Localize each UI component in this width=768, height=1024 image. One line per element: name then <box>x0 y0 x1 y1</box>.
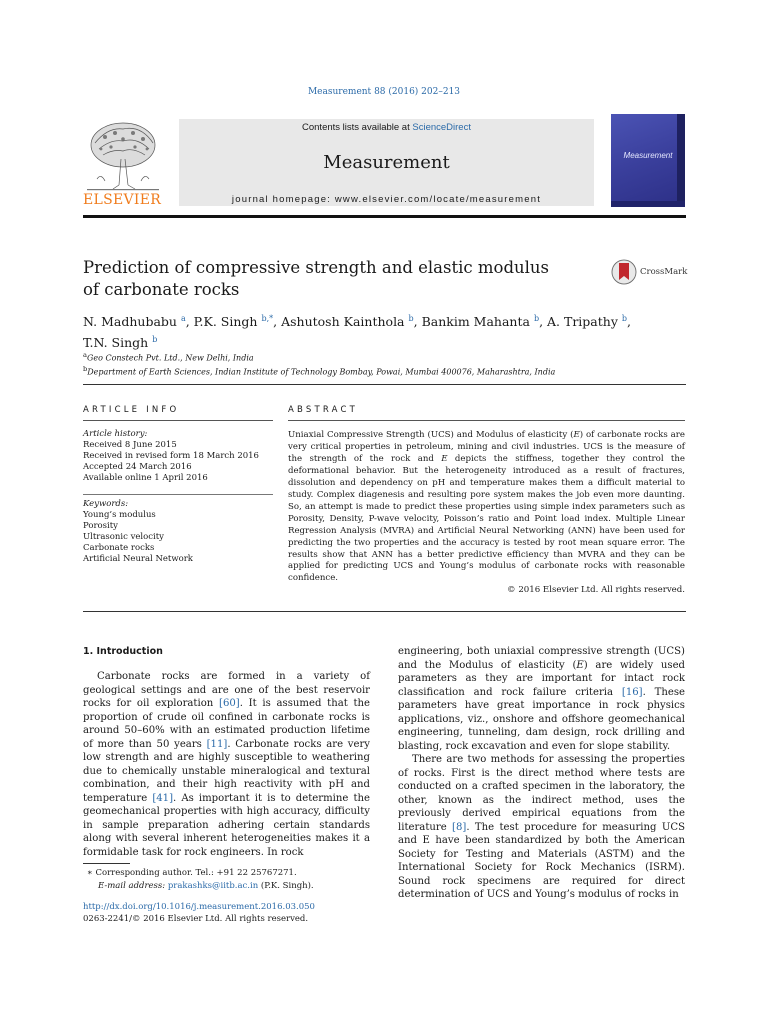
cover-bar <box>611 201 685 207</box>
crossmark-label: CrossMark <box>640 267 688 277</box>
author-name[interactable]: P.K. Singh <box>193 314 258 330</box>
email-link[interactable]: prakashks@iitb.ac.in <box>167 880 259 891</box>
history-item: Accepted 24 March 2016 <box>83 462 192 472</box>
article-info-rule <box>83 420 273 421</box>
affiliations <box>83 350 683 378</box>
masthead <box>83 113 686 213</box>
contents-line: Contents lists available at ScienceDirect <box>302 122 471 133</box>
crossmark-badge[interactable] <box>611 258 691 288</box>
citation-link[interactable]: [16] <box>621 686 643 698</box>
author-name[interactable]: Ashutosh Kainthola <box>281 314 405 330</box>
author-affiliation-mark[interactable]: a <box>180 314 186 323</box>
elsevier-tree-icon <box>83 119 163 193</box>
journal-cover-image[interactable] <box>611 114 685 207</box>
journal-title: Measurement <box>323 152 450 173</box>
history-item: Available online 1 April 2016 <box>83 473 208 483</box>
paragraph: engineering, both uniaxial compressive strength (UCS) and the Modulus of elasticity (E) are widely used parameters as they are important for intact rock classification and rock failure criteria [16]. These parameters have great importance in rock physics applications, viz., onshore and offshore geomechanical engineering, tunneling, dam design, rock drilling and blasting, rock excavation and even for slope stability. <box>398 646 686 752</box>
article-title: Prediction of compressive strength and elastic modulus of carbonate rocks <box>83 258 550 299</box>
author-name[interactable]: A. Tripathy <box>547 314 618 330</box>
affiliation-mark: a <box>83 351 87 359</box>
affiliation-text: Department of Earth Sciences, Indian Institute of Technology Bombay, Powai, Mumbai 400076, Maharashtra, India <box>87 367 556 377</box>
abstract-text: Uniaxial Compressive Strength (UCS) and Modulus of elasticity (E) of carbonate rocks are very critical properties in petroleum, mining and civil industries. UCS is the measure of the strength of the rock and E depicts the stiffness, together they control the deformational behavior. But the heterogeneity introduced as a result of fractures, dissolution and dependency on pH and temperature makes them a difficult material to study. Complex diagenesis and resulting pore system makes the job even more daunting. So, an attempt is made to predict these properties using simple index parameters such as Porosity, Density, P-wave velocity, Poisson’s ratio and Point load index. Multiple Linear Regression Analysis (MVRA) and Artificial Neural Networking (ANN) have been used for predicting the two properties and the accuracy is tested by root mean square error. The results show that ANN has a better predictive efficiency than MVRA and they can be applied for predicting UCS and Young’s modulus of carbonate rocks with reasonable confidence. © 2016 Elsevier Ltd. All rights reserved. <box>288 430 686 596</box>
crossmark-icon <box>611 258 637 286</box>
history-header: Article history: <box>83 429 148 439</box>
citation-link[interactable]: [11] <box>206 738 228 750</box>
elsevier-wordmark: ELSEVIER <box>83 192 162 208</box>
article-history <box>83 429 273 484</box>
footnote-rule <box>83 863 130 864</box>
citation-link[interactable]: [60] <box>219 698 240 709</box>
author-affiliation-mark[interactable]: b <box>408 314 414 323</box>
keyword-item: Artificial Neural Network <box>83 554 193 564</box>
journal-citation-link[interactable]: Measurement 88 (2016) 202–213 <box>307 87 461 97</box>
abstract-label: ABSTRACT <box>288 405 359 415</box>
history-item: Received in revised form 18 March 2016 <box>83 451 259 461</box>
author-list: N. Madhubabu $^a$, P.K. Singh $^{b,*}$, Ashutosh Kainthola $^b$, Bankim Mahanta $^b$, A. Tripathy $^b$, T.N. Singh $^b$ <box>83 314 631 351</box>
cover-spine <box>677 114 685 207</box>
author-affiliation-mark[interactable]: b <box>152 335 158 345</box>
history-item: Received 8 June 2015 <box>83 440 177 450</box>
article-info-label: ARTICLE INFO <box>83 405 180 415</box>
citation-link[interactable]: [41] <box>152 792 174 804</box>
masthead-banner <box>179 119 594 206</box>
author-name[interactable]: N. Madhubabu <box>83 314 177 330</box>
keywords-header: Keywords: <box>83 499 129 509</box>
symbol-e: E <box>441 453 448 464</box>
issn-line: 0263-2241/© 2016 Elsevier Ltd. All rights reserved. <box>83 913 309 924</box>
keyword-item: Ultrasonic velocity <box>83 532 164 542</box>
abstract-end-rule <box>83 611 686 612</box>
symbol-e: E <box>573 430 580 440</box>
paragraph: There are two methods for assessing the properties of rocks. First is the direct method where tests are conducted on a crafted specimen in the laboratory, the other, known as the indirect method, uses the previously derived empirical equations from the literature [8]. The test procedure for measuring UCS and E have been standardized by both the American Society for Testing and Materials (ASTM) and the International Society for Rock Mechanics (ISRM). Sound rock specimens are required for direct determination of UCS and Young’s modulus of rocks in <box>398 754 685 900</box>
masthead-rule <box>83 215 686 218</box>
cover-title: Measurement <box>623 151 673 160</box>
doi-link[interactable]: http://dx.doi.org/10.1016/j.measurement.2016.03.050 <box>83 902 315 912</box>
symbol-e: E <box>576 659 584 671</box>
paragraph: Carbonate rocks are formed in a variety of geological settings and are one of the best reservoir rocks for oil exploration [60]. It is assumed that the proportion of crude oil confined in carbonate rocks is around 50–60% with an estimated production lifetime of more than 50 years [11]. Carbonate rocks are very low strength and are highly susceptible to weathering due to chemically unstable mineralogical and textural combination, and their high reactivity with pH and temperature [41]. As important it is to determine the geomechanical properties with high accuracy, difficulty in sample preparation adhering certain standards along with several inherent heterogeneities makes it a formidable task for rock engineers. In rock <box>83 671 371 858</box>
keyword-item: Carbonate rocks <box>83 543 155 553</box>
author-name[interactable]: Bankim Mahanta <box>421 314 530 330</box>
abstract-copyright: © 2016 Elsevier Ltd. All rights reserved. <box>507 585 685 596</box>
author-affiliation-mark[interactable]: b,* <box>261 314 274 323</box>
section-heading: 1. Introduction <box>83 646 163 657</box>
sciencedirect-link[interactable]: ScienceDirect <box>412 122 471 133</box>
affiliation <box>83 350 683 364</box>
elsevier-logo[interactable] <box>83 113 163 213</box>
citation-link[interactable]: [8] <box>452 821 467 833</box>
email-line: E-mail address: prakashks@iitb.ac.in (P.K. Singh). <box>98 880 314 891</box>
corresponding-author: ∗ Corresponding author. Tel.: +91 22 25767271. <box>87 868 297 878</box>
body-right-column <box>398 645 685 902</box>
doi-block <box>83 902 383 925</box>
author-affiliation-mark[interactable]: b <box>533 314 540 323</box>
body-left-column <box>83 670 370 859</box>
journal-homepage[interactable]: journal homepage: www.elsevier.com/locate/measurement <box>231 194 542 205</box>
keyword-item: Young’s modulus <box>83 510 156 520</box>
info-divider <box>83 494 273 495</box>
keyword-item: Porosity <box>83 521 118 531</box>
author-name[interactable]: T.N. Singh <box>83 335 149 351</box>
affiliation-mark: b <box>83 365 88 374</box>
author-affiliation-mark[interactable]: b <box>621 314 627 323</box>
footnote <box>87 867 367 892</box>
abstract-rule <box>288 420 685 421</box>
keywords <box>83 499 273 565</box>
journal-citation <box>0 87 768 97</box>
header-rule <box>83 384 686 385</box>
affiliation-text: Geo Constech Pvt. Ltd., New Delhi, India <box>86 353 254 363</box>
affiliation <box>83 364 683 378</box>
